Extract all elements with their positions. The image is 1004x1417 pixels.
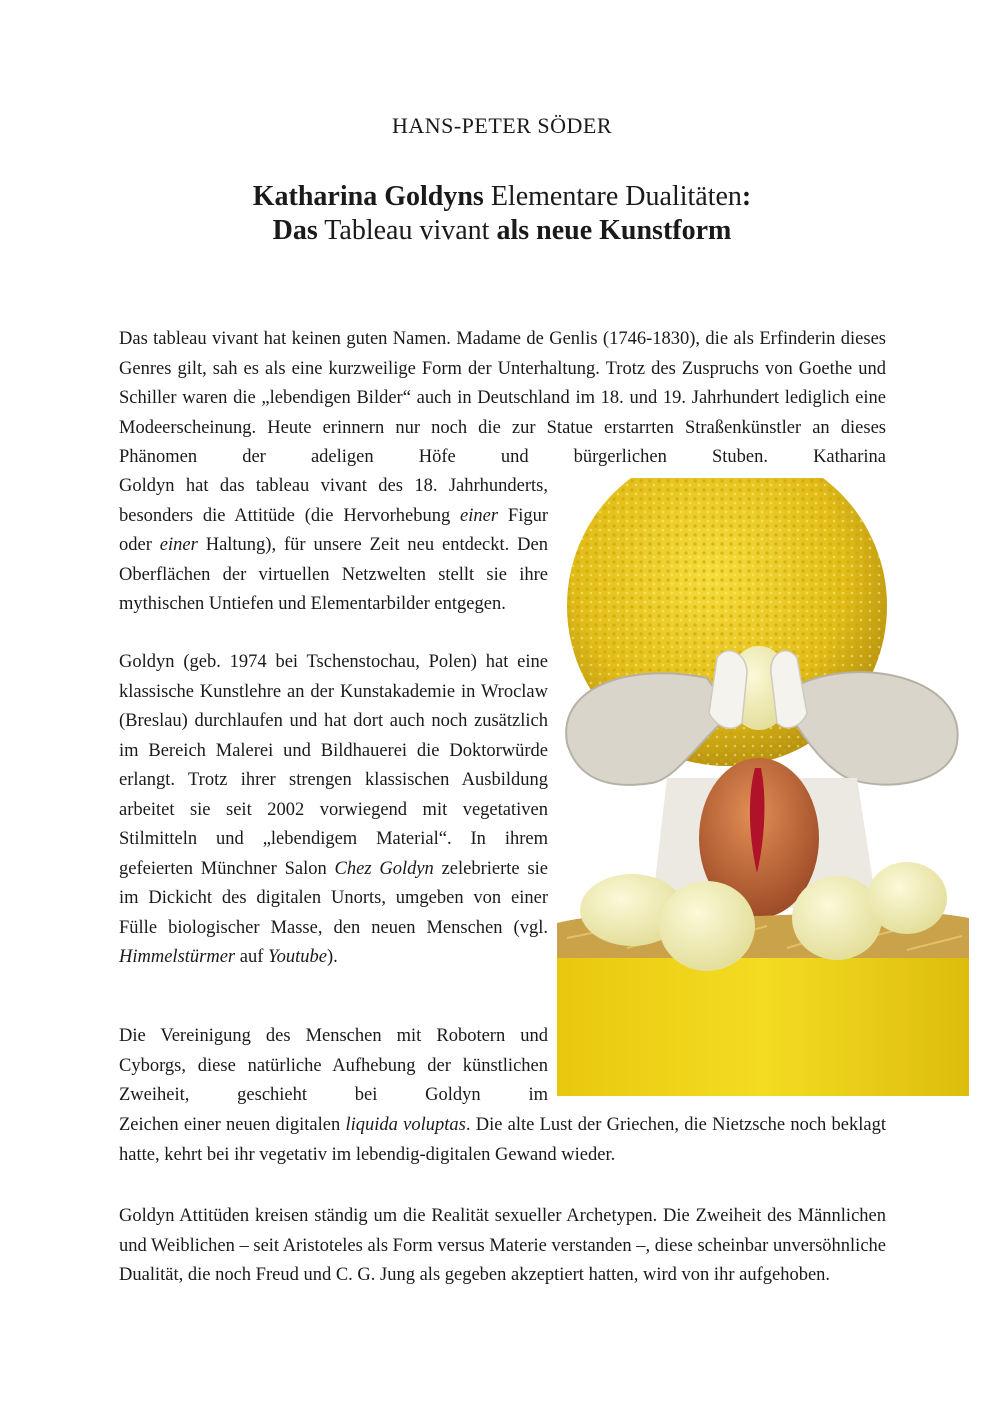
paragraph-2-text (119, 648, 548, 973)
paragraph-1-emphasis-1: einer (460, 505, 499, 526)
paragraph-4-text: Goldyn Attitüden kreisen ständig um die Realität sexueller Archetypen. Die Zweiheit des Männlichen und Weiblichen – seit Aristoteles als Form versus Materie verstanden –, diese scheinbar unversöhnliche Dualität, die noch Freud und C. G. Jung als gegeben akzeptiert hatten, wird von ihr aufgehoben. (119, 1206, 886, 1285)
paragraph-3-full (119, 1111, 886, 1170)
right-sleeve (792, 672, 958, 784)
paragraph-2-part-a: Goldyn (geb. 1974 bei Tschenstochau, Polen) hat eine klassische Kunstlehre an der Kunstakademie in Wroclaw (Breslau) durchlaufen und hat dort auch noch zusätzlich im Bereich Malerei und Bildhauerei die Doktorwürde erlangt. Trotz ihrer strengen klassischen Ausbildung arbeitet sie seit 2002 vorwiegend mit vegetativen Stilmitteln und „lebendigem Material“. In ihrem gefeierten Münchner Salon (119, 652, 548, 879)
paragraph-1-narrow (119, 472, 548, 620)
author-name: HANS-PETER SÖDER (391, 113, 613, 138)
paragraph-1-continued (119, 472, 548, 620)
left-sleeve (566, 673, 732, 785)
paragraph-1-part-a: Goldyn hat das tableau vivant des 18. Jahrhunderts, besonders die Attitüde (die Hervorhebung (119, 476, 548, 526)
paragraph-2-emphasis-youtube: Youtube (268, 947, 327, 967)
paragraph-3-text-a: Die Vereinigung des Menschen mit Robotern und Cyborgs, diese natürliche Aufhebung der künstlichen Zweiheit, geschieht bei Goldyn im (119, 1026, 548, 1105)
egg-right-back (867, 862, 947, 934)
paragraph-3-text-b (119, 1111, 886, 1170)
egg-left-front (659, 881, 755, 971)
title-artist-name: Katharina Goldyns (252, 181, 484, 212)
title-work-name: Elementare Dualitäten (483, 181, 742, 212)
paragraph-2-emphasis-work: Himmelstürmer (119, 947, 236, 967)
paragraph-2-part-b: zelebrierte sie im Dickicht des digitalen Unorts, umgeben von einer Fülle biologischer Masse, den neuen Menschen (vgl. (119, 858, 548, 938)
title-colon: : (741, 181, 752, 212)
paragraph-3-part-b: . Die alte Lust der Griechen, die Nietzsche noch beklagt hatte, kehrt bei ihr vegetativ im lebendig-digitalen Gewand wieder. (119, 1115, 886, 1165)
paragraph-1-text: Das tableau vivant hat keinen guten Namen. Madame de Genlis (1746-1830), die als Erfinderin dieses Genres gilt, sah es als eine kurzweilige Form der Unterhaltung. Trotz des Zuspruchs von Goethe und Schiller waren die „lebendigen Bilder“ auch in Deutschland im 18. und 19. Jahrhundert lediglich eine Modeerscheinung. Heute erinnern nur noch die zur Statue erstarrten Straßenkünstler an dieses Phänomen der adeligen Höfe und bürgerlichen Stuben. Katharina (119, 329, 886, 467)
title-tableau-vivant: Tableau vivant (317, 215, 497, 246)
paragraph-2-emphasis-salon: Chez Goldyn (334, 858, 434, 879)
paragraph-2-part-d: ). (326, 947, 338, 967)
paragraph-1-part-b: Figur oder (119, 505, 548, 555)
paragraph-4 (119, 1202, 886, 1291)
paragraph-1-emphasis-2: einer (159, 535, 198, 555)
article-title (0, 180, 1004, 248)
artwork-illustration (557, 478, 969, 1096)
title-line-2 (0, 214, 1004, 248)
paragraph-2 (119, 648, 548, 973)
title-das: Das (272, 215, 318, 246)
paragraph-3-part-a: Zeichen einer neuen digitalen (119, 1115, 346, 1135)
paragraph-3-emphasis: liquida voluptas (345, 1115, 466, 1135)
yellow-tablecloth (557, 948, 969, 1096)
title-line-1 (0, 180, 1004, 214)
artwork-photo (557, 478, 969, 1096)
paragraph-2-part-c: auf (235, 947, 269, 967)
paragraph-3-narrow (119, 1022, 548, 1111)
paragraph-1-full (119, 325, 886, 473)
title-subtitle: als neue Kunstform (496, 215, 732, 246)
paragraph-1-part-c: Haltung), für unsere Zeit neu entdeckt. Den Oberflächen der virtuellen Netzwelten stellt sie ihre mythischen Untiefen und Elementarbilder entgegen. (119, 535, 548, 614)
